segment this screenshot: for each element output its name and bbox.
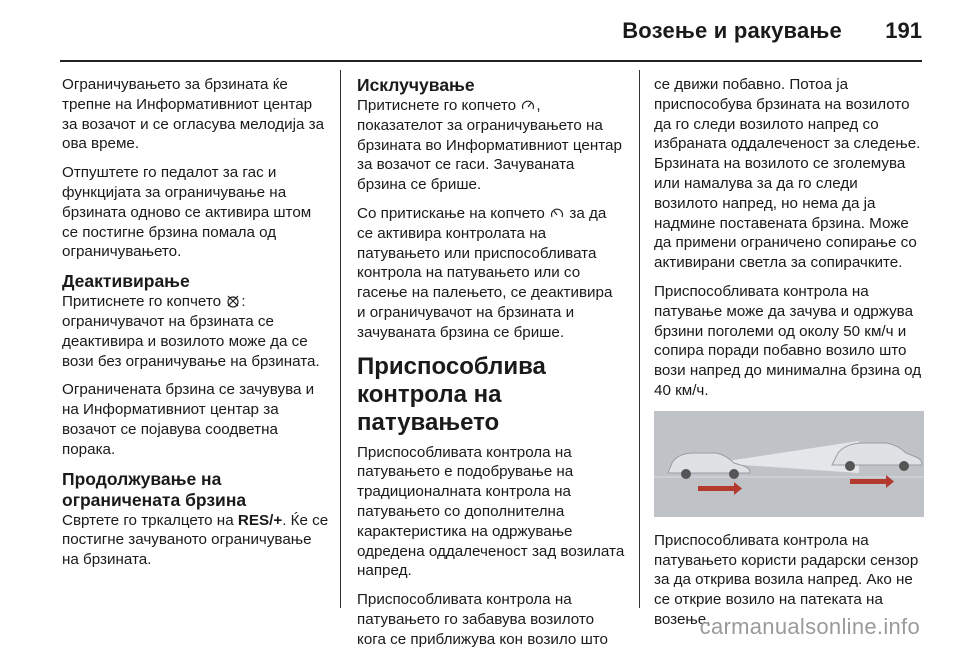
- paragraph: Приспособливата контрола на патување може да зачува и одржува брзини поголеми од околу 50 км/ч и сопира поради побавно возило што вози напред до минимална брзина од 40 км/ч.: [654, 282, 922, 399]
- res-button-label: RES/+: [237, 511, 283, 529]
- header-divider: [60, 60, 922, 62]
- column-divider: [639, 70, 640, 608]
- paragraph: Ограничувањето за брзината ќе трепне на Информативниот центар за возачот и се огласува мелодија за ова време.: [62, 76, 325, 153]
- section-heading-deactivate: Деактивирање: [62, 271, 190, 292]
- paragraph: [357, 96, 625, 195]
- paragraph: [357, 204, 625, 343]
- radar-illustration: [654, 411, 924, 517]
- text: Притиснете го копчето: [62, 293, 222, 311]
- paragraph: [62, 292, 330, 371]
- column-divider: [340, 70, 341, 608]
- paragraph: Приспособливата контрола на патувањето користи радарски сензор за да открива возила напред. Ако не се открие возило на патеката на возење,: [654, 531, 919, 628]
- section-heading-continue: Продолжување на ограничената брзина: [62, 468, 247, 510]
- section-heading-adaptive-cruise: Приспособлива контрола на патувањето: [357, 352, 546, 436]
- speed-limiter-icon: [521, 98, 535, 112]
- speed-limiter-off-icon: [226, 294, 240, 308]
- text: , показателот за ограничувањето на брзината во Информативниот центар за возачот се гаси. Зачуваната брзина се брише.: [357, 97, 622, 194]
- text: Со притискање на копчето: [357, 204, 545, 222]
- paragraph: Приспособливата контрола на патувањето го забавува возилото кога се приближува кон возило што: [357, 591, 609, 648]
- paragraph: се движи побавно. Потоа ја приспособува брзината на возилото да го следи возилото напред со избраната оддалеченост за следење. Брзината на возилото се зголемува или намалува за да го следи возилото напред, но нема да ја надмине поставената брзина. Може да примени ограничено сопирање со активирани светла за сопирачките.: [654, 76, 921, 272]
- radar-illustration-svg: [654, 411, 924, 517]
- text: Свртете го тркалцето на: [62, 511, 234, 529]
- watermark: carmanualsonline.info: [699, 614, 920, 639]
- text: : ограничувачот на брзината се деактивира и возилото може да се вози без ограничување на брзината.: [62, 293, 320, 370]
- text: Притиснете го копчето: [357, 97, 517, 114]
- page-header: [0, 0, 960, 60]
- paragraph: Приспособливата контрола на патувањето е подобрување на традиционалната контрола на патувањето со дополнителна карактеристика на одржување одредена оддалеченост зад возилата напред.: [357, 443, 625, 580]
- page-title: Возење и ракување: [622, 18, 842, 43]
- paragraph: Ограничената брзина се зачувува и на Информативниот центар за возачот се појавува соодветна порака.: [62, 381, 315, 458]
- page-number: 191: [885, 18, 922, 43]
- column-1: [62, 75, 330, 579]
- column-2: [357, 75, 625, 659]
- car-rear: [668, 453, 750, 479]
- direction-arrow: [698, 482, 742, 495]
- text: . Ќе се постигне зачуваното ограничување на брзината.: [62, 511, 329, 569]
- cruise-control-icon: [550, 206, 564, 220]
- column-3: [654, 75, 924, 639]
- car-front: [832, 443, 922, 471]
- paragraph: [62, 511, 330, 570]
- section-heading-off: Исклучување: [357, 75, 475, 95]
- text: за да се активира контролата на патувањето или приспособливата контрола на патувањето или со гасење на палењето, се деактивира и ограничувачот на брзината и зачуваната брзина се брише.: [357, 204, 613, 341]
- paragraph: Отпуштете го педалот за гас и функцијата за ограничување на брзината одново се активира штом се постигне брзина помала од ограничувањето.: [62, 164, 312, 261]
